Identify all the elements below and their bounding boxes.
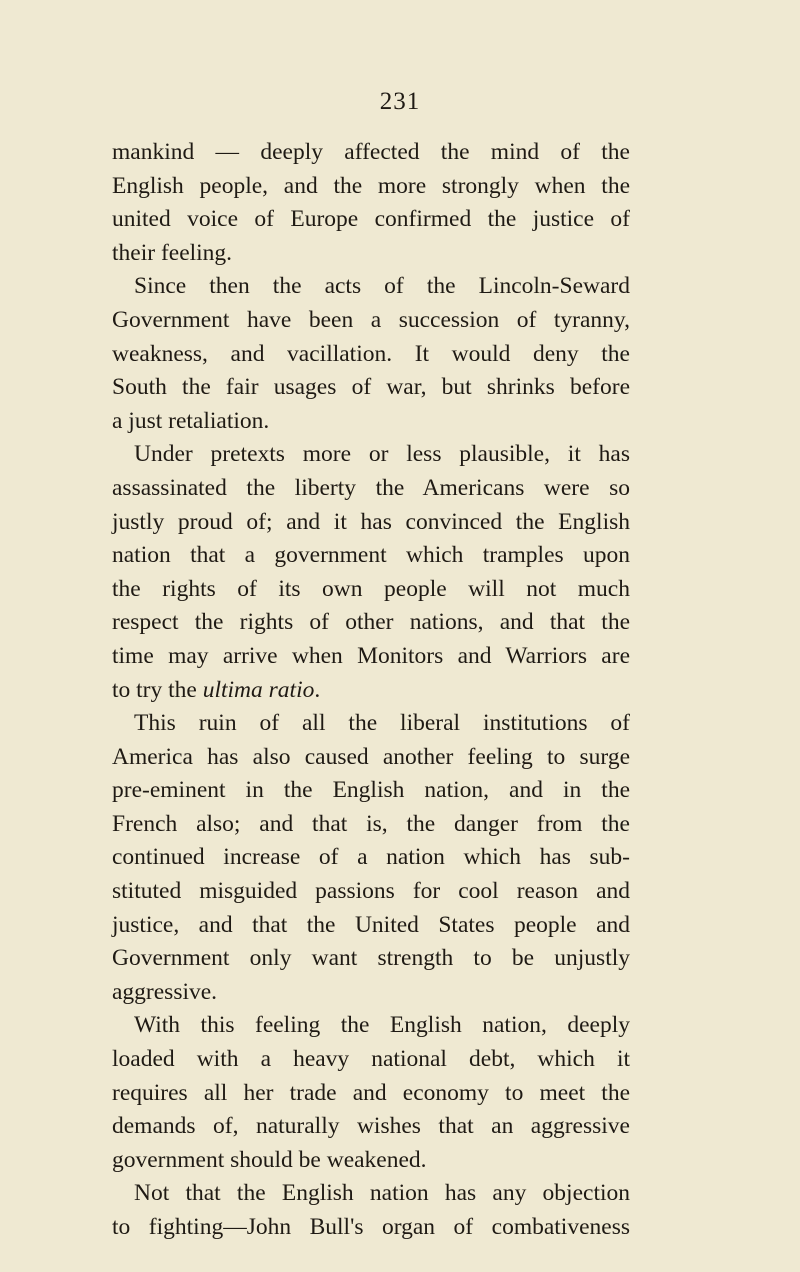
- body-text: [112, 136, 630, 1245]
- text-line: [112, 674, 630, 708]
- text-line: justice, and that the United States people and: [112, 911, 630, 938]
- text-line: Under pretexts more or less plausible, it has: [134, 441, 630, 468]
- text-line: This ruin of all the liberal institutions of: [134, 710, 630, 737]
- text-line: the rights of its own people will not much: [112, 575, 630, 602]
- text-line: to fighting—John Bull's organ of combativeness: [112, 1214, 630, 1240]
- text-line: time may arrive when Monitors and Warriors are: [112, 642, 630, 669]
- text-line: united voice of Europe confirmed the justice of: [112, 206, 630, 233]
- text-line: Not that the English nation has any objection: [134, 1180, 630, 1207]
- text-line: their feeling.: [112, 239, 233, 266]
- text-line: aggressive.: [112, 978, 218, 1005]
- text-line: French also; and that is, the danger from the: [112, 810, 630, 837]
- text-fragment: to try the: [112, 676, 203, 703]
- text-line: weakness, and vacillation. It would deny the: [112, 340, 630, 367]
- text-line: a just retaliation.: [112, 407, 270, 434]
- text-line: assassinated the liberty the Americans were so: [112, 474, 630, 501]
- text-line: With this feeling the English nation, deeply: [134, 1012, 630, 1039]
- text-line: justly proud of; and it has convinced the English: [112, 508, 630, 535]
- text-line: nation that a government which tramples upon: [112, 542, 630, 569]
- text-line: America has also caused another feeling to surge: [112, 743, 630, 770]
- text-line: South the fair usages of war, but shrinks before: [112, 374, 630, 401]
- text-fragment: .: [314, 676, 321, 703]
- text-line: requires all her trade and economy to meet the: [112, 1079, 630, 1106]
- text-line: continued increase of a nation which has sub-: [112, 844, 630, 871]
- page-number: 231: [379, 88, 421, 115]
- text-line: government should be weakened.: [112, 1146, 427, 1173]
- text-line: pre-eminent in the English nation, and in the: [112, 777, 630, 804]
- text-line: Government only want strength to be unjustly: [112, 945, 630, 972]
- italic-phrase: ultima ratio: [202, 676, 315, 703]
- text-line: respect the rights of other nations, and that the: [112, 609, 630, 636]
- text-line: loaded with a heavy national debt, which it: [112, 1046, 630, 1073]
- text-line: demands of, naturally wishes that an aggressive: [112, 1113, 630, 1140]
- text-line: Government have been a succession of tyranny,: [112, 306, 630, 333]
- text-line: English people, and the more strongly when the: [112, 172, 630, 199]
- text-line: stituted misguided passions for cool reason and: [112, 878, 630, 905]
- text-line: mankind — deeply affected the mind of the: [112, 139, 630, 165]
- text-line: Since then the acts of the Lincoln-Seward: [134, 273, 630, 300]
